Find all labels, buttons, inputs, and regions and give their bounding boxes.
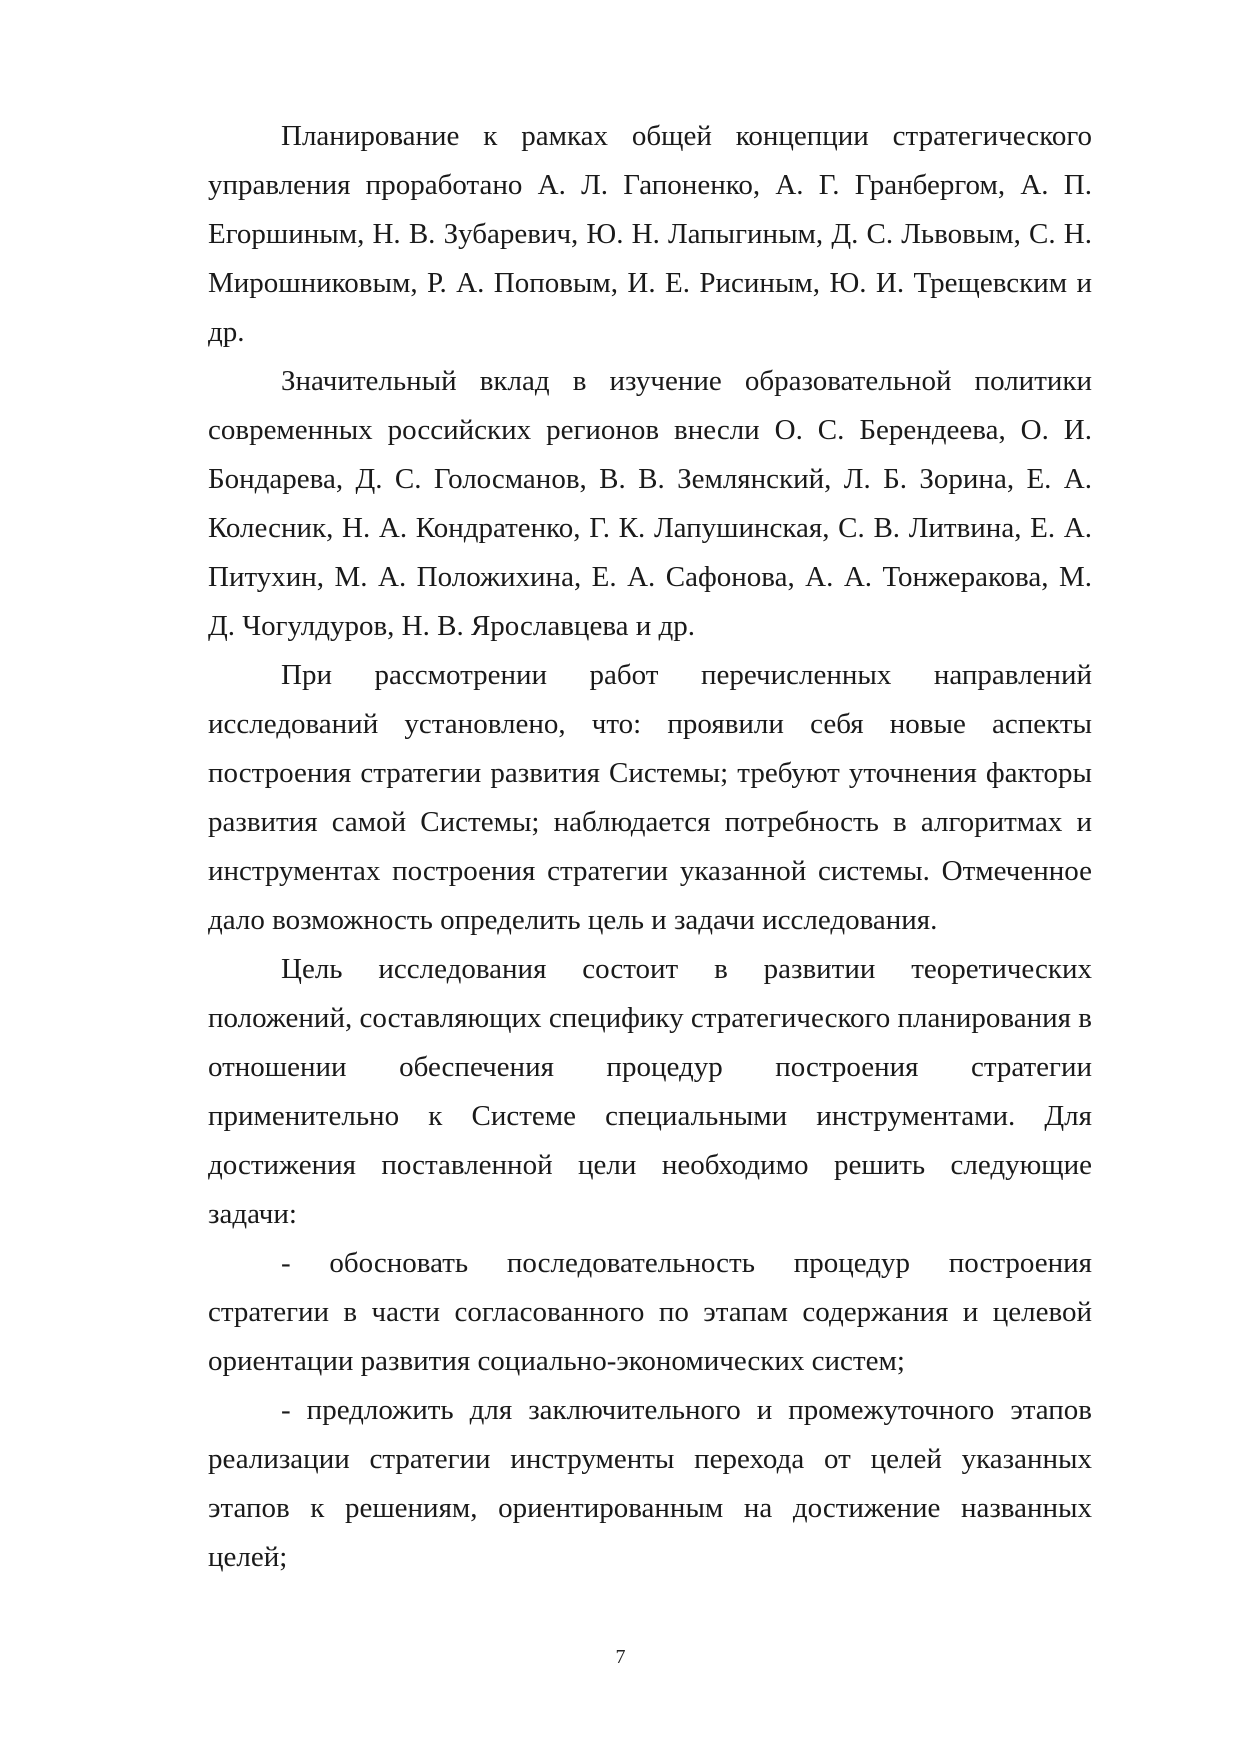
- task-item-1: - обосновать последовательность процедур построения стратегии в части согласованного по этапам содержания и целевой ориентации развития социально-экономических систем;: [208, 1247, 1092, 1377]
- paragraph-researchers-strategic-management: Планирование к рамках общей концепции стратегического управления проработано А. Л. Гапоненко, А. Г. Гранбергом, А. П. Егоршиным, Н. В. Зубаревич, Ю. Н. Лапыгиным, Д. С. Львовым, С. Н. Мирошниковым, Р. А. Поповым, И. Е. Рисиным, Ю. И. Трещевским и др.: [208, 120, 1092, 348]
- task-item-2: - предложить для заключительного и промежуточного этапов реализации стратегии инструменты перехода от целей указанных этапов к решениям, ориентированным на достижение названных целей;: [208, 1394, 1092, 1573]
- paragraph-research-findings: При рассмотрении работ перечисленных направлений исследований установлено, что: проявили себя новые аспекты построения стратегии развития Системы; требуют уточнения факторы развития самой Системы; наблюдается потребность в алгоритмах и инструментах построения стратегии указанной системы. Отмеченное дало возможность определить цель и задачи исследования.: [208, 659, 1092, 936]
- paragraph-education-policy-contributors: Значительный вклад в изучение образовательной политики современных российских регионов внесли О. С. Берендеева, О. И. Бондарева, Д. С. Голосманов, В. В. Землянский, Л. Б. Зорина, Е. А. Колесник, Н. А. Кондратенко, Г. К. Лапушинская, С. В. Литвина, Е. А. Питухин, М. А. Положихина, Е. А. Сафонова, А. А. Тонжеракова, М. Д. Чогулдуров, Н. В. Ярославцева и др.: [208, 365, 1092, 642]
- page-body: [208, 112, 1092, 1582]
- page-number: 7: [615, 1646, 626, 1668]
- paragraph-research-goal: Цель исследования состоит в развитии теоретических положений, составляющих специфику стратегического планирования в отношении обеспечения процедур построения стратегии применительно к Системе специальными инструментами. Для достижения поставленной цели необходимо решить следующие задачи:: [208, 953, 1092, 1230]
